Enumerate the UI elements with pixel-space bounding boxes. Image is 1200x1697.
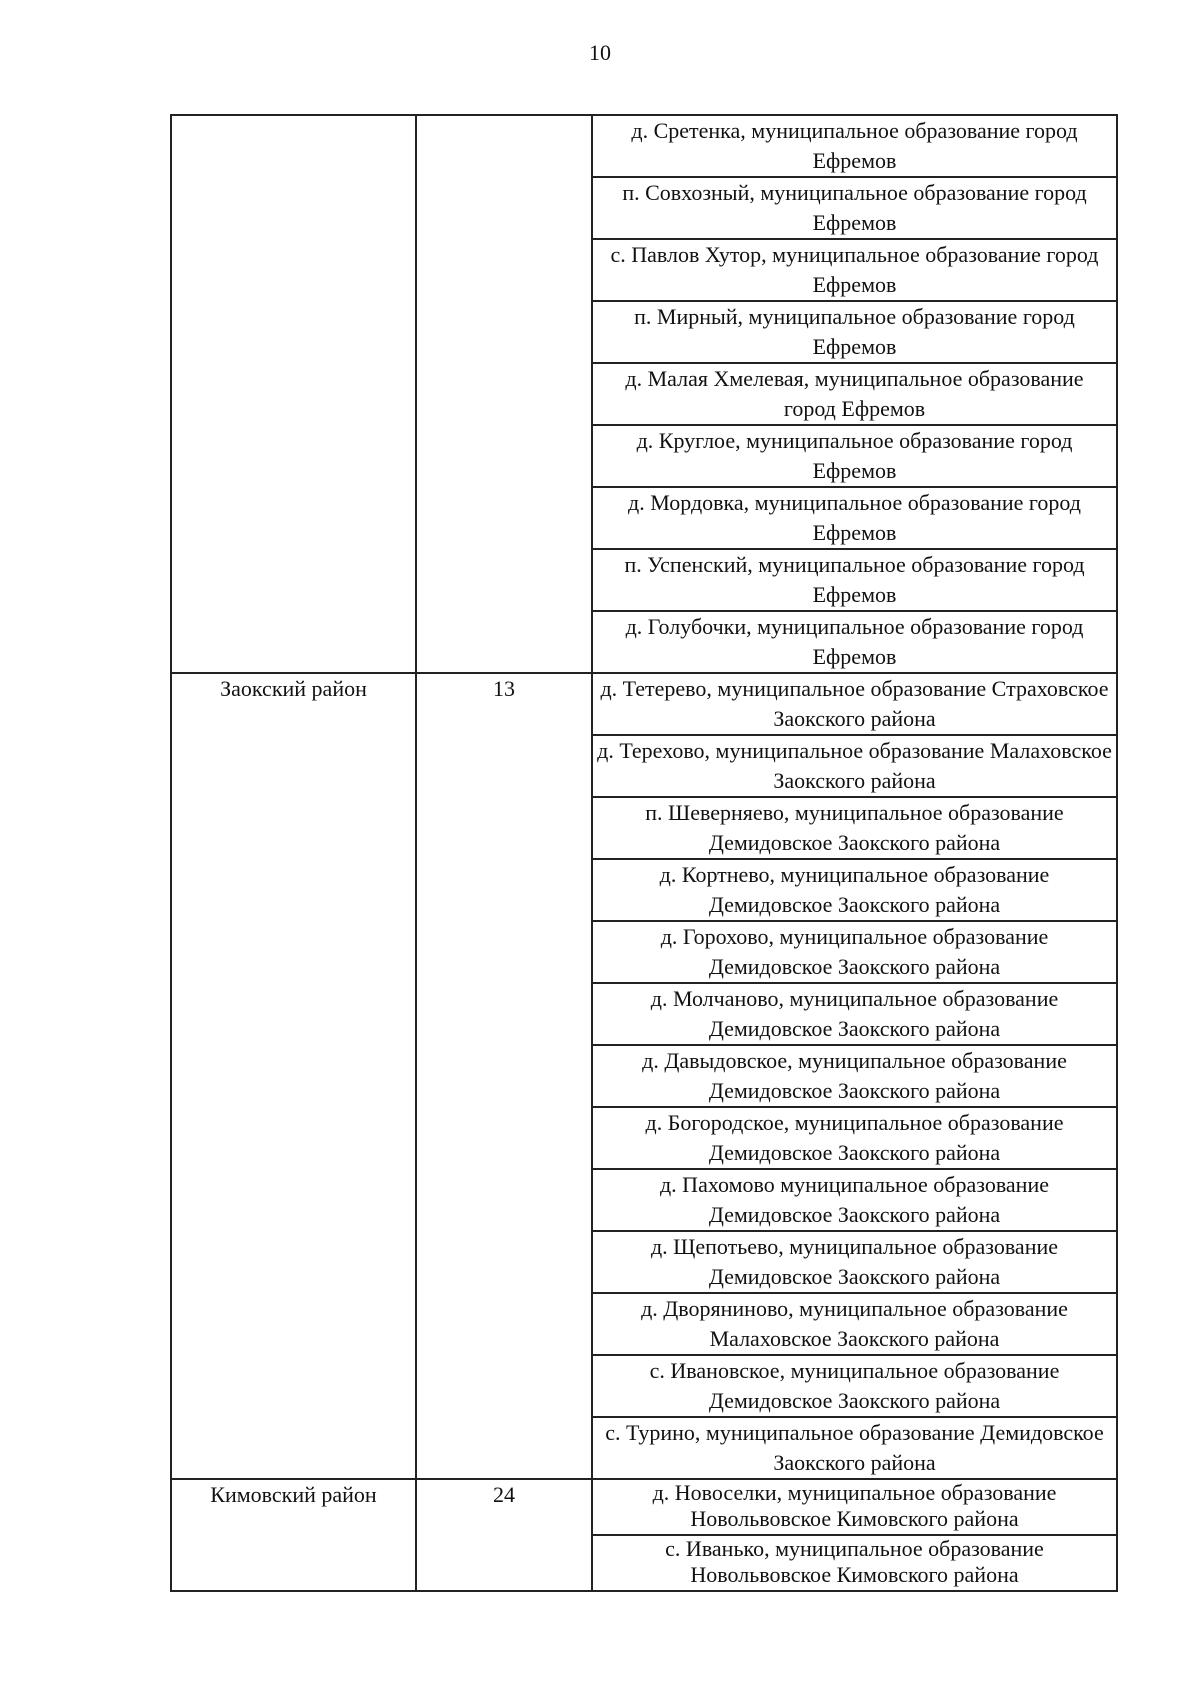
location-cell: с. Павлов Хутор, муниципальное образование город Ефремов — [592, 239, 1117, 301]
location-cell: с. Иванько, муниципальное образование Новольвовское Кимовского района — [592, 1535, 1117, 1591]
location-cell: п. Шеверняево, муниципальное образование Демидовское Заокского района — [592, 797, 1117, 859]
location-cell: п. Успенский, муниципальное образование город Ефремов — [592, 549, 1117, 611]
count-cell — [416, 115, 592, 673]
location-cell: д. Голубочки, муниципальное образование город Ефремов — [592, 611, 1117, 673]
location-cell: д. Пахомово муниципальное образование Демидовское Заокского района — [592, 1169, 1117, 1231]
settlements-table-body — [171, 115, 1117, 1591]
table-row — [171, 115, 1117, 177]
settlements-table — [170, 114, 1118, 1592]
location-cell: д. Новоселки, муниципальное образование Новольвовское Кимовского района — [592, 1479, 1117, 1535]
location-cell: п. Мирный, муниципальное образование город Ефремов — [592, 301, 1117, 363]
count-cell: 13 — [416, 673, 592, 1479]
location-cell: д. Сретенка, муниципальное образование город Ефремов — [592, 115, 1117, 177]
location-cell: д. Терехово, муниципальное образование Малаховское Заокского района — [592, 735, 1117, 797]
location-cell: д. Кортнево, муниципальное образование Демидовское Заокского района — [592, 859, 1117, 921]
location-cell: д. Давыдовское, муниципальное образование Демидовское Заокского района — [592, 1045, 1117, 1107]
district-cell: Заокский район — [171, 673, 416, 1479]
page-number: 10 — [589, 40, 611, 65]
location-cell: д. Богородское, муниципальное образование Демидовское Заокского района — [592, 1107, 1117, 1169]
district-cell — [171, 115, 416, 673]
location-cell: д. Мордовка, муниципальное образование город Ефремов — [592, 487, 1117, 549]
location-cell: д. Щепотьево, муниципальное образование Демидовское Заокского района — [592, 1231, 1117, 1293]
location-cell: д. Тетерево, муниципальное образование Страховское Заокского района — [592, 673, 1117, 735]
location-cell: д. Молчаново, муниципальное образование Демидовское Заокского района — [592, 983, 1117, 1045]
table-row — [171, 1479, 1117, 1535]
location-cell: с. Турино, муниципальное образование Демидовское Заокского района — [592, 1417, 1117, 1479]
location-cell: д. Круглое, муниципальное образование город Ефремов — [592, 425, 1117, 487]
table-row — [171, 673, 1117, 735]
count-cell: 24 — [416, 1479, 592, 1591]
district-cell: Кимовский район — [171, 1479, 416, 1591]
location-cell: с. Ивановское, муниципальное образование Демидовское Заокского района — [592, 1355, 1117, 1417]
location-cell: д. Дворяниново, муниципальное образование Малаховское Заокского района — [592, 1293, 1117, 1355]
location-cell: п. Совхозный, муниципальное образование город Ефремов — [592, 177, 1117, 239]
location-cell: д. Горохово, муниципальное образование Демидовское Заокского района — [592, 921, 1117, 983]
location-cell: д. Малая Хмелевая, муниципальное образование город Ефремов — [592, 363, 1117, 425]
